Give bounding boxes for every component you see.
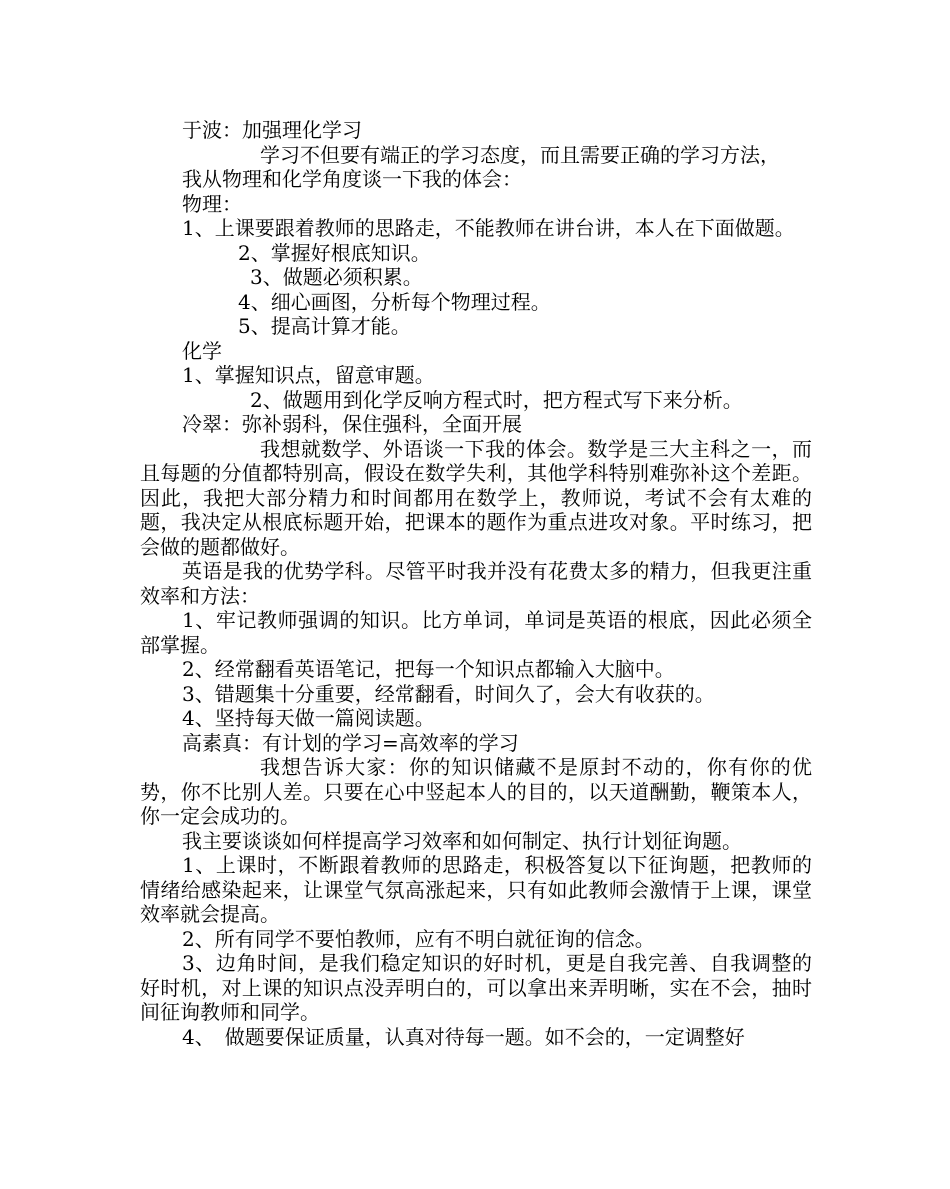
list-item: 1、上课要跟着教师的思路走，不能教师在讲台讲，本人在下面做题。 (182, 216, 795, 240)
paragraph: 我从物理和化学角度谈一下我的体会： (182, 167, 522, 191)
list-item: 1、牢记教师强调的知识。比方单词，单词是英语的根底，因此必须全部掌握。 (140, 608, 812, 657)
list-item: 2、做题用到化学反响方程式时，把方程式写下来分析。 (250, 387, 743, 412)
paragraph: 学习不但要有端正的学习态度，而且需要正确的学习方法， (260, 142, 780, 167)
paragraph: 我主要谈谈如何样提高学习效率和如何制定、执行计划征询题。 (182, 828, 742, 853)
list-item: 3、错题集十分重要，经常翻看，时间久了，会大有收获的。 (182, 681, 715, 706)
section-heading-lengcui: 冷翠：弥补弱科，保住强科，全面开展 (182, 412, 522, 436)
section-heading-yubo: 于波：加强理化学习 (182, 118, 362, 142)
list-item: 3、做题必须积累。 (250, 265, 423, 289)
list-item: 1、掌握知识点，留意审题。 (182, 363, 435, 387)
paragraph: 英语是我的优势学科。尽管平时我并没有花费太多的精力，但我更注重效率和方法： (140, 559, 812, 608)
list-item: 2、所有同学不要怕教师，应有不明白就征询的信念。 (182, 926, 655, 951)
list-item: 1、上课时，不断跟着教师的思路走，积极答复以下征询题，把教师的情绪给感染起来，让课堂气氛高涨起来，只有如此教师会激情于上课，课堂效率就会提高。 (140, 853, 812, 926)
subheading-chemistry: 化学 (182, 338, 222, 363)
list-item: 4、细心画图，分析每个物理过程。 (238, 289, 551, 314)
list-item: 3、边角时间，是我们稳定知识的好时机，更是自我完善、自我调整的好时机，对上课的知识点没弄明白的，可以拿出来弄明晰，实在不会，抽时间征询教师和同学。 (140, 951, 812, 1024)
list-item: 5、提高计算才能。 (238, 314, 411, 338)
subheading-physics: 物理： (182, 191, 242, 216)
list-item: 2、掌握好根底知识。 (238, 240, 431, 265)
list-item: 4、坚持每天做一篇阅读题。 (182, 706, 435, 730)
paragraph: 我想就数学、外语谈一下我的体会。数学是三大主科之一，而且每题的分值都特别高，假设在数学失利，其他学科特别难弥补这个差距。因此，我把大部分精力和时间都用在数学上，教师说，考试不会有太难的题，我决定从根底标题开始，把课本的题作为重点进攻对象。平时练习，把会做的题都做好。 (140, 436, 812, 559)
paragraph: 我想告诉大家：你的知识储藏不是原封不动的，你有你的优势，你不比别人差。只要在心中竖起本人的目的，以天道酬勤，鞭策本人，你一定会成功的。 (140, 755, 812, 828)
list-item: 4、 做题要保证质量，认真对待每一题。如不会的，一定调整好 (182, 1024, 745, 1049)
list-item: 2、经常翻看英语笔记，把每一个知识点都输入大脑中。 (182, 657, 675, 681)
section-heading-gaosuzhen: 高素真：有计划的学习=高效率的学习 (182, 730, 519, 755)
document-body (140, 118, 812, 1049)
